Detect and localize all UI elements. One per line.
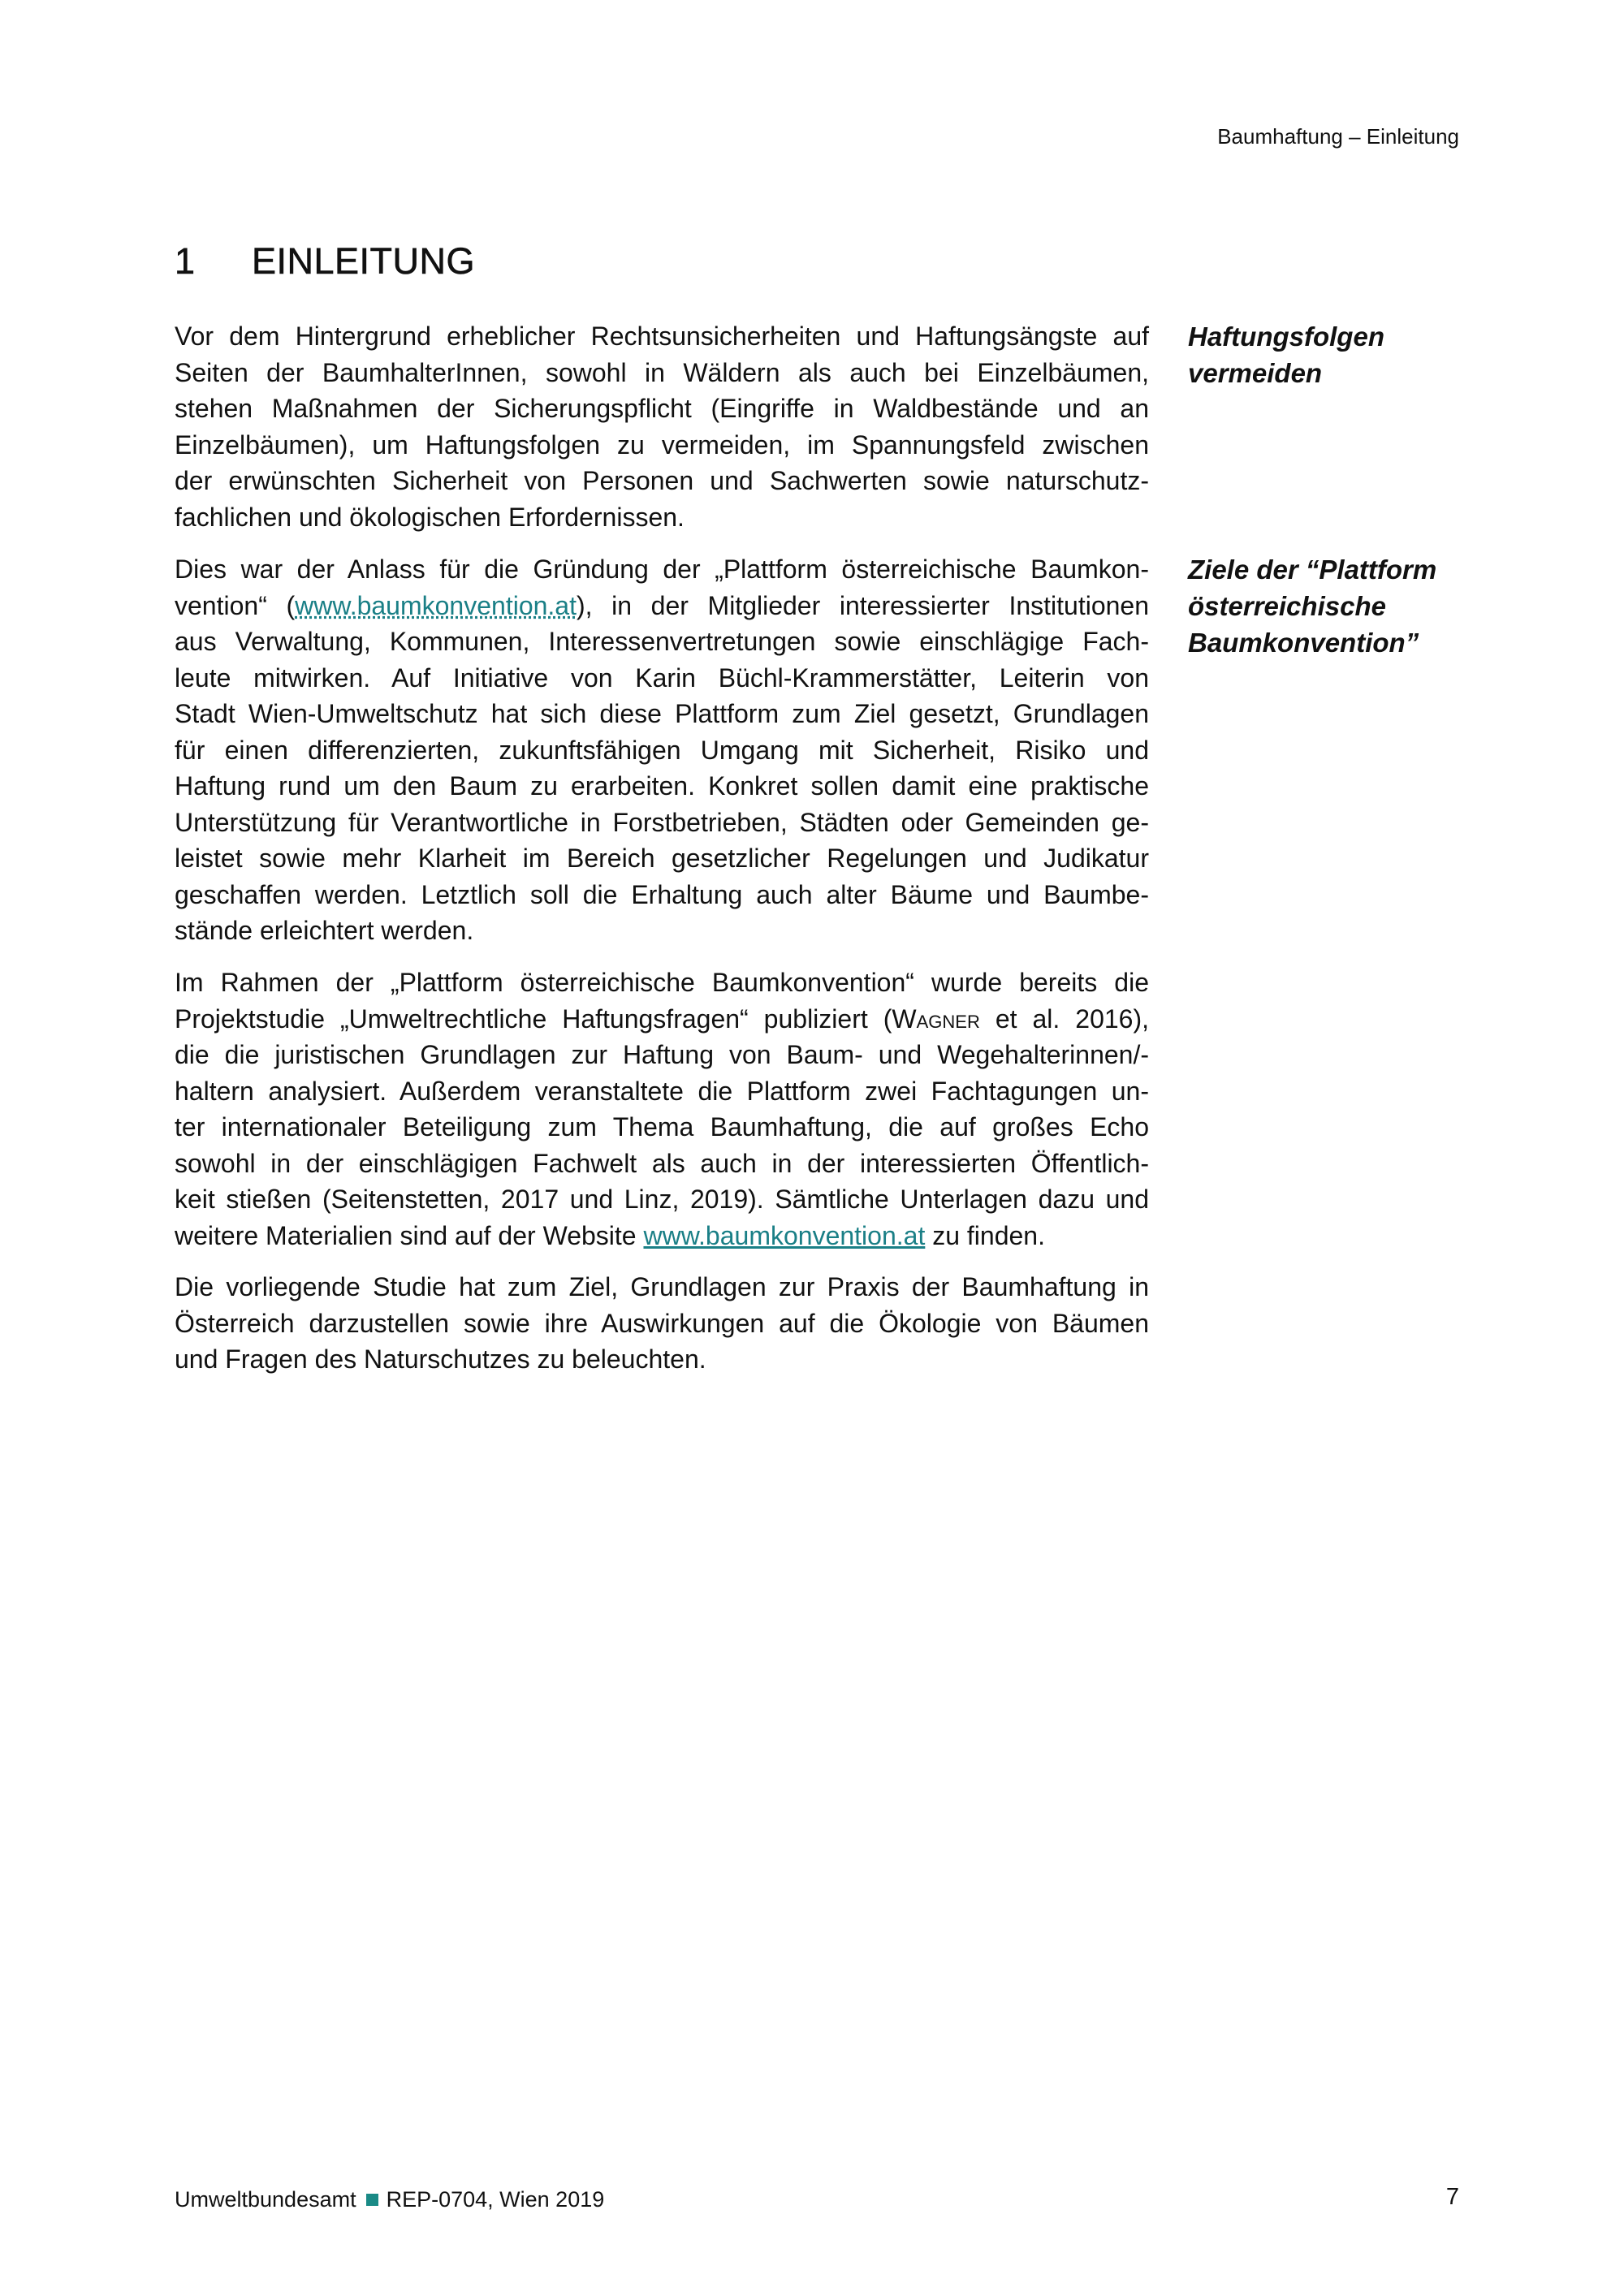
text-line: Die vorliegende Studie hat zum Ziel, Grundlagen zur Praxis der Baumhaftung in [175, 1272, 1149, 1301]
text-line: geschaffen werden. Letztlich soll die Erhaltung auch alter Bäume und Baumbe- [175, 879, 1149, 909]
square-bullet-icon [366, 2194, 378, 2206]
text-line: haltern analysiert. Außerdem veranstaltete die Plattform zwei Fachtagungen un- [175, 1076, 1149, 1106]
text-line: Haftung rund um den Baum zu erarbeiten. Konkret sollen damit eine praktische [175, 771, 1149, 801]
text-line: aus Verwaltung, Kommunen, Interessenvertretungen sowie einschlägige Fach- [175, 627, 1149, 656]
paragraph-2 [175, 551, 1149, 949]
text-line: stehen Maßnahmen der Sicherungspflicht (Eingriffe in Waldbestände und an [175, 394, 1149, 423]
chapter-number: 1 [175, 240, 196, 282]
margin-note-line: Baumkonvention” [1188, 628, 1419, 658]
text-line: Einzelbäumen), um Haftungsfolgen zu vermeiden, im Spannungsfeld zwischen [175, 429, 1149, 460]
text-line: die die juristischen Grundlagen zur Haftung von Baum- und Wegehalterinnen/- [175, 1040, 1149, 1069]
text-line: Dies war der Anlass für die Gründung der „Plattform österreichische Baumkon- [175, 555, 1149, 584]
text-line-with-link [175, 588, 1149, 624]
website-link[interactable]: www.baumkonvention.at [643, 1220, 926, 1250]
text-fragment: vention“ ( [175, 590, 296, 620]
text-line: fachlichen und ökologischen Erfordernissen. [175, 502, 685, 532]
baumkonvention-link[interactable]: www.baumkonvention.at [295, 590, 577, 620]
text-line: der erwünschten Sicherheit von Personen und Sachwerten sowie naturschutz- [175, 466, 1149, 495]
text-line-with-citation [175, 1001, 1149, 1038]
text-fragment: zu finden. [925, 1220, 1045, 1250]
text-line: und Fragen des Naturschutzes zu beleuchten. [175, 1344, 706, 1374]
paragraph-3 [175, 965, 1149, 1254]
text-line: Vor dem Hintergrund erheblicher Rechtsunsicherheiten und Haftungsängste auf [175, 322, 1149, 351]
footer-publisher: Umweltbundesamt [175, 2187, 356, 2212]
citation-author: Wagner [892, 1003, 980, 1034]
text-line: Seiten der BaumhalterInnen, sowohl in Wäldern als auch bei Einzelbäumen, [175, 357, 1149, 387]
margin-note-line: Ziele der “Plattform [1188, 555, 1437, 585]
text-line: sowohl in der einschlägigen Fachwelt als auch in der interessierten Öffentlich- [175, 1148, 1149, 1178]
text-fragment: weitere Materialien sind auf der Website [175, 1220, 644, 1250]
text-fragment: Projektstudie „Umweltrechtliche Haftungsfragen“ publiziert ( [175, 1003, 892, 1034]
margin-note-line: österreichische [1188, 591, 1386, 621]
text-line: Österreich darzustellen sowie ihre Auswirkungen auf die Ökologie von Bäumen [175, 1308, 1149, 1338]
text-line: Im Rahmen der „Plattform österreichische Baumkonvention“ wurde bereits die [175, 968, 1149, 997]
margin-note-haftungsfolgen [1188, 318, 1513, 391]
text-line-with-link [175, 1218, 1149, 1254]
text-line: ter internationaler Beteiligung zum Thema Baumhaftung, die auf großes Echo [175, 1112, 1149, 1142]
text-line: leistet sowie mehr Klarheit im Bereich gesetzlicher Regelungen und Judikatur [175, 844, 1149, 873]
text-fragment: et al. 2016), [979, 1003, 1150, 1034]
text-line: Unterstützung für Verantwortliche in Forstbetrieben, Städten oder Gemeinden ge- [175, 807, 1149, 837]
text-line: für einen differenzierten, zukunftsfähigen Umgang mit Sicherheit, Risiko und [175, 735, 1149, 765]
text-line: leute mitwirken. Auf Initiative von Karin Büchl-Krammerstätter, Leiterin von [175, 662, 1149, 693]
margin-note-plattform-ziele [1188, 551, 1513, 661]
chapter-title: EINLEITUNG [252, 240, 476, 282]
paragraph-1 [175, 318, 1149, 535]
footer-report: REP-0704, Wien 2019 [386, 2187, 605, 2212]
text-fragment: ), in der Mitglieder interessierter Institutionen [576, 590, 1150, 620]
paragraph-4 [175, 1269, 1149, 1378]
text-line: keit stießen (Seitenstetten, 2017 und Linz, 2019). Sämtliche Unterlagen dazu und [175, 1185, 1149, 1214]
text-line: Stadt Wien-Umweltschutz hat sich diese Plattform zum Ziel gesetzt, Grundlagen [175, 699, 1149, 728]
text-line: stände erleichtert werden. [175, 916, 474, 945]
running-header: Baumhaftung – Einleitung [1217, 124, 1459, 149]
chapter-heading [175, 240, 475, 283]
page-number: 7 [1445, 2184, 1459, 2210]
margin-note-line: Haftungsfolgen [1188, 322, 1384, 352]
margin-note-line: vermeiden [1188, 358, 1323, 388]
footer-citation [175, 2187, 604, 2212]
